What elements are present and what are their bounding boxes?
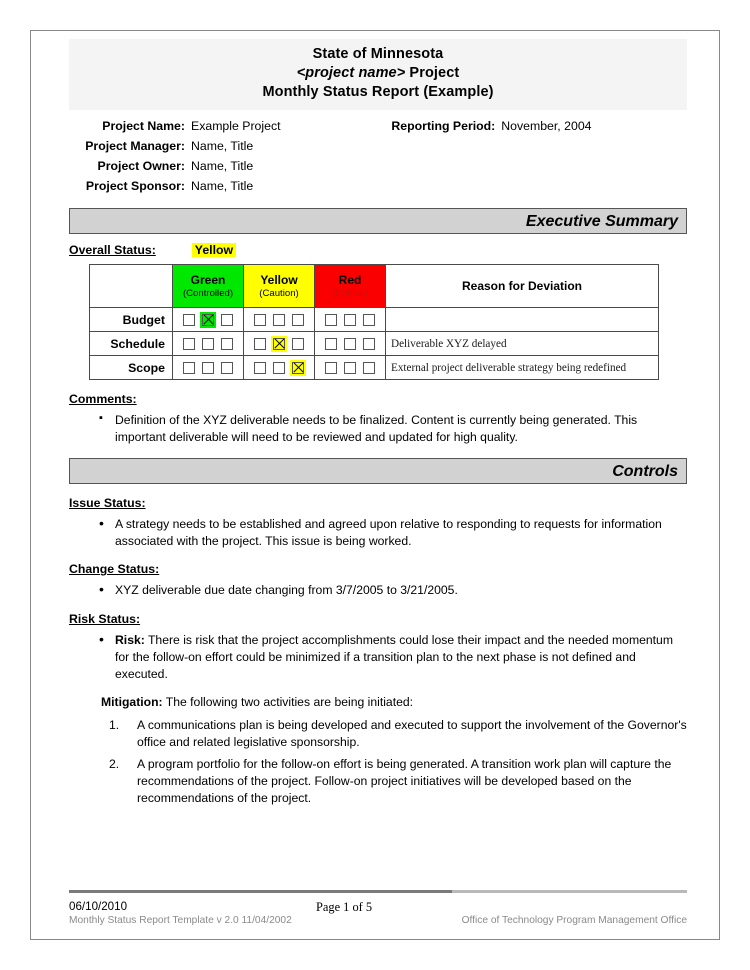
- status-checkbox-group-yellow: [244, 308, 315, 332]
- footer-template-info: Monthly Status Report Template v 2.0 11/04/2002: [69, 915, 292, 926]
- mitigation-item-number: 2.: [109, 756, 120, 771]
- status-column-yellow: [244, 265, 315, 308]
- checkbox-yellow-1[interactable]: [254, 314, 266, 326]
- section-header-executive-summary: Executive Summary: [69, 208, 687, 234]
- project-owner-label: Project Owner:: [97, 159, 185, 174]
- issue-status-heading: Issue Status:: [69, 495, 146, 510]
- mitigation-block: [101, 694, 687, 808]
- status-checkbox-group-red: [315, 332, 386, 356]
- reporting-period-value: November, 2004: [501, 119, 592, 134]
- info-row: [69, 177, 687, 197]
- checkbox-yellow-3[interactable]: [292, 362, 304, 374]
- issue-item: • A strategy needs to be established and agreed upon relative to responding to requests for information associated with the project. This issue is being worked.: [69, 516, 687, 551]
- checkbox-green-1[interactable]: [183, 362, 195, 374]
- status-table: [89, 264, 659, 380]
- footer-row: [69, 900, 687, 926]
- checkbox-green-2[interactable]: [202, 338, 214, 350]
- status-checkbox-group-yellow: [244, 356, 315, 380]
- project-info-grid: [69, 117, 687, 197]
- title-line-state: State of Minnesota: [312, 46, 444, 62]
- status-table-head: [90, 265, 659, 308]
- status-column-red: [315, 265, 386, 308]
- mitigation-item-number: 1.: [109, 717, 120, 732]
- change-status-heading: Change Status:: [69, 562, 160, 577]
- checkbox-green-1[interactable]: [183, 338, 195, 350]
- mitigation-item-text: A communications plan is being developed and executed to support the involvement of the Governor's office and related legislative sponsorship.: [137, 717, 687, 750]
- status-column-red-sub: (Critical): [332, 287, 368, 299]
- title-line-project: [69, 64, 687, 83]
- checkbox-green-1[interactable]: [183, 314, 195, 326]
- mitigation-item: [101, 756, 687, 808]
- checkbox-green-3[interactable]: [221, 314, 233, 326]
- footer-office-name: Office of Technology Program Management Office: [461, 915, 687, 926]
- checkbox-yellow-3[interactable]: [292, 314, 304, 326]
- status-row-label: Budget: [90, 308, 173, 332]
- spacer-cell: [501, 177, 687, 197]
- status-row-label: Schedule: [90, 332, 173, 356]
- project-name-label: Project Name:: [102, 119, 185, 134]
- issue-status-list: [69, 516, 687, 551]
- project-owner-value: Name, Title: [191, 159, 254, 174]
- project-manager-value: Name, Title: [191, 139, 254, 154]
- mitigation-label: Mitigation:: [101, 694, 163, 709]
- page-content: [69, 39, 687, 812]
- risk-text: There is risk that the project accomplishments could lose their impact and the needed momentum for the follow-on effort could be minimized if a transition plan to the next phase is not defined and executed.: [115, 632, 673, 682]
- checkbox-red-3[interactable]: [363, 362, 375, 374]
- status-column-green-sub: (Controlled): [182, 287, 234, 299]
- mitigation-text: The following two activities are being initiated:: [162, 694, 414, 709]
- spacer-cell: [375, 177, 501, 197]
- change-status-list: [69, 582, 687, 599]
- info-row: [69, 157, 687, 177]
- status-reason-header: Reason for Deviation: [386, 265, 659, 308]
- checkbox-yellow-2[interactable]: [273, 362, 285, 374]
- footer-page-number: Page 1 of 5: [316, 900, 373, 914]
- checkbox-red-2[interactable]: [344, 362, 356, 374]
- checkbox-green-2[interactable]: [202, 362, 214, 374]
- mitigation-item: [101, 717, 687, 752]
- title-line-report: Monthly Status Report (Example): [262, 84, 494, 101]
- comments-heading: Comments:: [69, 392, 137, 406]
- page-footer: [69, 890, 687, 926]
- risk-status-heading: Risk Status:: [69, 611, 141, 626]
- section-header-controls: Controls: [69, 458, 687, 484]
- checkbox-red-3[interactable]: [363, 314, 375, 326]
- change-item: • XYZ deliverable due date changing from 3/7/2005 to 3/21/2005.: [69, 582, 687, 599]
- project-manager-label: Project Manager:: [85, 139, 185, 154]
- status-row-label: Scope: [90, 356, 173, 380]
- comment-item: ▪ Definition of the XYZ deliverable needs to be finalized. Content is currently being generated. This important deliverable will need to be reviewed and updated for high quality.: [69, 412, 687, 447]
- comments-list: [69, 412, 687, 447]
- checkbox-yellow-1[interactable]: [254, 362, 266, 374]
- status-checkbox-group-red: [315, 308, 386, 332]
- overall-status-value: Yellow: [192, 243, 236, 257]
- status-column-yellow-name: Yellow: [260, 272, 298, 287]
- reporting-period-label: Reporting Period:: [391, 119, 496, 134]
- risk-label: Risk:: [115, 632, 145, 647]
- checkbox-green-2[interactable]: [202, 314, 214, 326]
- table-row: [90, 308, 659, 332]
- footer-date: 06/10/2010: [69, 900, 128, 913]
- status-checkbox-group-green: [173, 332, 244, 356]
- status-reason-cell: [386, 308, 659, 332]
- spacer-cell: [501, 137, 687, 157]
- status-column-green-name: Green: [190, 272, 226, 287]
- project-name-placeholder: <project name>: [296, 65, 406, 82]
- status-table-corner-cell: [90, 265, 173, 308]
- spacer-cell: [375, 157, 501, 177]
- footer-divider: [69, 890, 687, 893]
- status-checkbox-group-red: [315, 356, 386, 380]
- checkbox-yellow-1[interactable]: [254, 338, 266, 350]
- checkbox-green-3[interactable]: [221, 338, 233, 350]
- checkbox-red-1[interactable]: [325, 362, 337, 374]
- checkbox-red-1[interactable]: [325, 338, 337, 350]
- mitigation-item-text: A program portfolio for the follow-on effort is being generated. A transition work plan will capture the recommendations of the project. Follow-on project initiatives will be developed based on the recommendations of the project.: [137, 756, 672, 806]
- checkbox-red-2[interactable]: [344, 338, 356, 350]
- mitigation-list: [101, 717, 687, 808]
- table-row: [90, 356, 659, 380]
- table-row: [90, 332, 659, 356]
- overall-status-row: [69, 243, 687, 257]
- status-table-header-row: [90, 265, 659, 308]
- checkbox-yellow-2[interactable]: [273, 314, 285, 326]
- project-sponsor-value: Name, Title: [191, 179, 254, 194]
- spacer-cell: [501, 157, 687, 177]
- checkbox-yellow-2[interactable]: [273, 338, 285, 350]
- status-column-yellow-sub: (Caution): [259, 287, 299, 299]
- status-checkbox-group-yellow: [244, 332, 315, 356]
- status-checkbox-group-green: [173, 308, 244, 332]
- status-reason-cell: External project deliverable strategy being redefined: [386, 356, 659, 380]
- risk-status-list: [69, 632, 687, 684]
- mitigation-line: [101, 694, 687, 711]
- overall-status-label: Overall Status:: [69, 243, 156, 257]
- status-column-green: [173, 265, 244, 308]
- project-sponsor-label: Project Sponsor:: [85, 179, 185, 194]
- info-row: [69, 137, 687, 157]
- status-table-body: [90, 308, 659, 380]
- risk-item: [69, 632, 687, 684]
- checkbox-green-3[interactable]: [221, 362, 233, 374]
- info-row: [69, 117, 687, 137]
- project-word: Project: [405, 65, 460, 82]
- status-column-red-name: Red: [338, 272, 362, 287]
- checkbox-red-1[interactable]: [325, 314, 337, 326]
- checkbox-yellow-3[interactable]: [292, 338, 304, 350]
- status-reason-cell: Deliverable XYZ delayed: [386, 332, 659, 356]
- document-page: [30, 30, 720, 940]
- spacer-cell: [375, 137, 501, 157]
- checkbox-red-2[interactable]: [344, 314, 356, 326]
- checkbox-red-3[interactable]: [363, 338, 375, 350]
- project-name-value: Example Project: [191, 119, 281, 134]
- status-checkbox-group-green: [173, 356, 244, 380]
- document-title-block: [69, 39, 687, 110]
